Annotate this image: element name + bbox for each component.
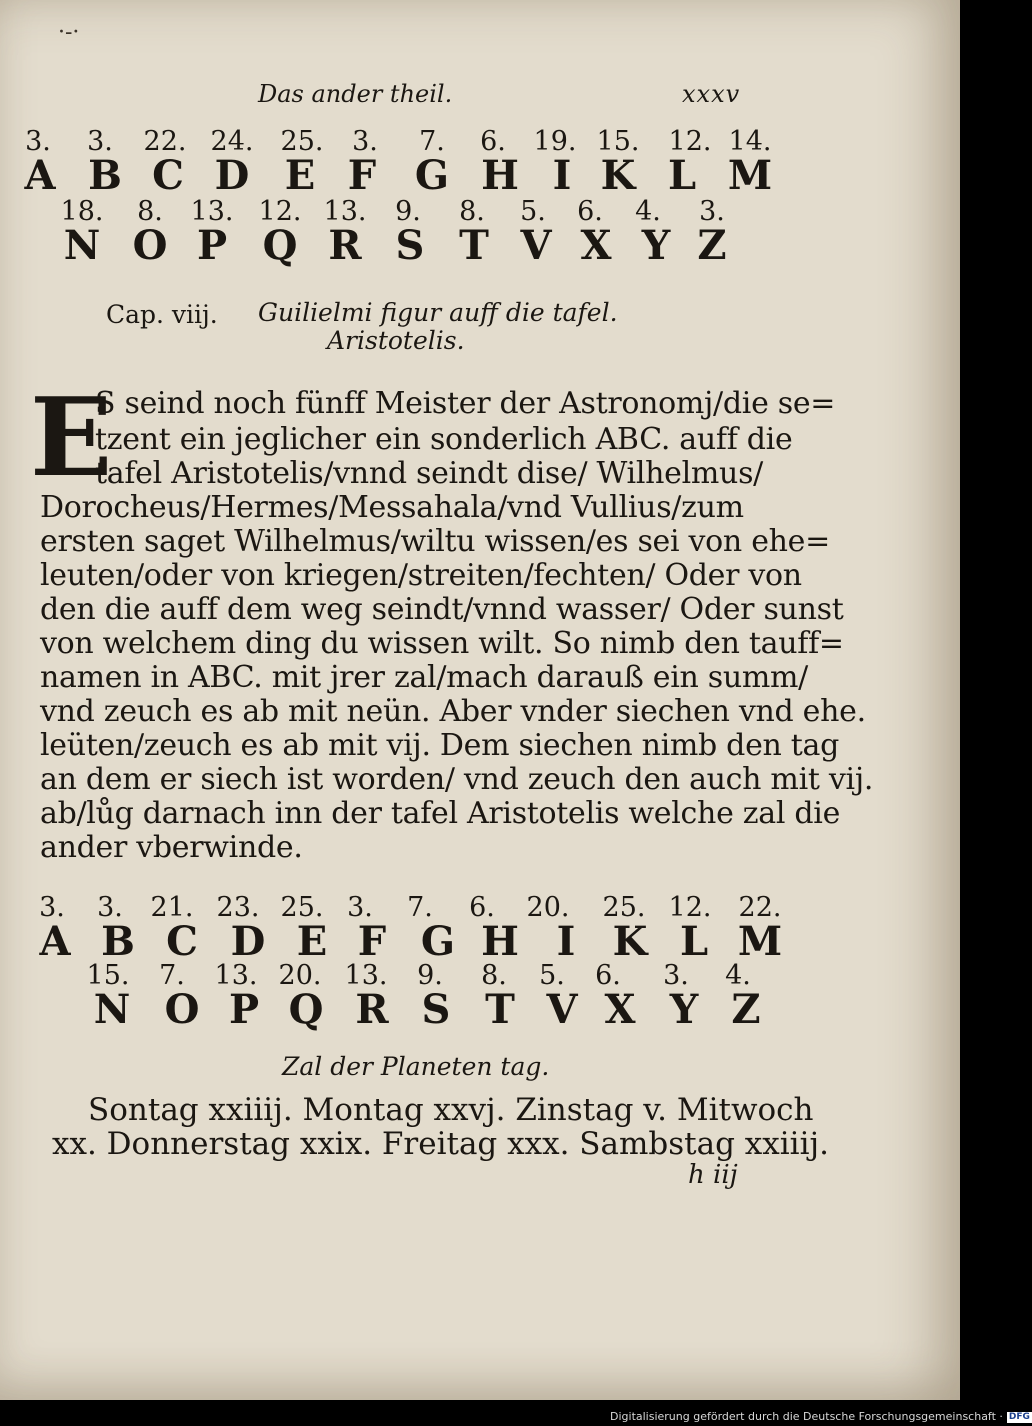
digitization-footer	[610, 1408, 1030, 1426]
table-number: 25.	[280, 892, 324, 923]
table-letter: F	[347, 152, 377, 199]
table-letter: P	[228, 986, 260, 1033]
table-number: 6.	[480, 126, 506, 157]
table-letter: T	[485, 986, 515, 1033]
table-letter: G	[420, 918, 456, 965]
table-number: 8.	[459, 196, 485, 227]
table-letter: B	[101, 918, 135, 965]
table-letter: F	[357, 918, 387, 965]
table-letter: I	[556, 918, 576, 965]
table-letter: H	[481, 918, 519, 965]
table-letter: G	[414, 152, 450, 199]
table-number: 5.	[520, 196, 546, 227]
table-letter: Y	[641, 222, 671, 269]
dfg-logo-icon: DFG	[1008, 1411, 1030, 1422]
table-number: 21.	[150, 892, 194, 923]
table-number: 3.	[97, 892, 123, 923]
table-number: 7.	[419, 126, 445, 157]
table-letter: V	[520, 222, 552, 269]
table-letter: D	[214, 152, 250, 199]
text-line: ander vberwinde.	[40, 830, 303, 865]
text-line: an dem er siech ist worden/ vnd zeuch den auch mit vij.	[40, 762, 874, 797]
planet-days-line: Sontag xxiiij. Montag xxvj. Zinstag v. Mitwoch	[88, 1092, 814, 1128]
table-number: 3.	[352, 126, 378, 157]
table-number: 7.	[407, 892, 433, 923]
text-line: leüten/zeuch es ab mit vij. Dem siechen nimb den tag	[40, 728, 840, 763]
text-line: von welchem ding du wissen wilt. So nimb den tauff=	[40, 626, 844, 661]
text-line: ab/lůg darnach inn der tafel Aristotelis welche zal die	[40, 796, 841, 831]
table-letter: T	[459, 222, 489, 269]
signature-mark: h iij	[688, 1160, 738, 1190]
table-number: 22.	[738, 892, 782, 923]
planet-days-heading: Zal der Planeten tag.	[282, 1052, 550, 1081]
table-number: 22.	[143, 126, 187, 157]
table-letter: L	[679, 918, 709, 965]
table-number: 8.	[137, 196, 163, 227]
table-letter: S	[395, 222, 425, 269]
planet-days-line: xx. Donnerstag xxix. Freitag xxx. Sambstag xxiiij.	[52, 1126, 829, 1162]
text-line: Dorocheus/Hermes/Messahala/vnd Vullius/zum	[40, 490, 744, 525]
table-number: 3.	[347, 892, 373, 923]
table-letter: Q	[262, 222, 298, 269]
table-letter: X	[604, 986, 636, 1033]
table-number: 5.	[539, 960, 565, 991]
table-number: 3.	[699, 196, 725, 227]
table-number: 6.	[469, 892, 495, 923]
table-number: 4.	[635, 196, 661, 227]
table-number: 9.	[395, 196, 421, 227]
table-letter: N	[93, 986, 131, 1033]
table-letter: C	[166, 918, 198, 965]
table-letter: Y	[669, 986, 699, 1033]
table-letter: R	[328, 222, 362, 269]
chapter-title: Guilielmi figur auff die tafel.	[258, 298, 618, 327]
table-number: 3.	[39, 892, 65, 923]
table-letter: I	[552, 152, 572, 199]
text-line: tzent ein jeglicher ein sonderlich ABC. auff die	[95, 422, 793, 457]
table-letter: M	[737, 918, 783, 965]
table-number: 3.	[25, 126, 51, 157]
table-letter: Z	[697, 222, 727, 269]
table-number: 3.	[663, 960, 689, 991]
table1-letters-row2	[0, 222, 960, 282]
table-letter: E	[284, 152, 316, 199]
table-letter: Z	[731, 986, 761, 1033]
drop-capital: E	[30, 375, 113, 501]
chapter-number: Cap. viij.	[106, 300, 218, 329]
table-letter: M	[727, 152, 773, 199]
table-letter: X	[580, 222, 612, 269]
table-letter: N	[63, 222, 101, 269]
table-number: 4.	[725, 960, 751, 991]
table-number: 15.	[86, 960, 130, 991]
table-letter: H	[481, 152, 519, 199]
table-number: 3.	[87, 126, 113, 157]
table-number: 12.	[668, 126, 712, 157]
table-number: 9.	[417, 960, 443, 991]
table-letter: L	[667, 152, 697, 199]
table2-letters-row2	[0, 986, 960, 1046]
text-line: den die auff dem weg seindt/vnnd wasser/ Oder sunst	[40, 592, 844, 627]
table-letter: O	[132, 222, 168, 269]
table-number: 24.	[210, 126, 254, 157]
table-number: 13.	[344, 960, 388, 991]
table-letter: O	[164, 986, 200, 1033]
table-letter: A	[24, 152, 56, 199]
text-line: tafel Aristotelis/vnnd seindt dise/ Wilhelmus/	[95, 456, 763, 491]
table-letter: Q	[288, 986, 324, 1033]
chapter-title-continued: Aristotelis.	[327, 326, 465, 355]
table-letter: V	[546, 986, 578, 1033]
table-number: 7.	[159, 960, 185, 991]
table-number: 8.	[481, 960, 507, 991]
table-letter: R	[355, 986, 389, 1033]
table-letter: K	[600, 152, 636, 199]
text-line: vnd zeuch es ab mit neün. Aber vnder siechen vnd ehe.	[40, 694, 866, 729]
table-number: 20.	[278, 960, 322, 991]
table-number: 14.	[728, 126, 772, 157]
table-number: 25.	[602, 892, 646, 923]
footer-text: Digitalisierung gefördert durch die Deutsche Forschungsgemeinschaft ·	[610, 1410, 1003, 1423]
table-letter: B	[88, 152, 122, 199]
table-number: 13.	[190, 196, 234, 227]
running-header: Das ander theil.	[258, 80, 453, 108]
table-number: 19.	[533, 126, 577, 157]
table-number: 25.	[280, 126, 324, 157]
table-number: 6.	[577, 196, 603, 227]
table-letter: D	[230, 918, 266, 965]
page-mark: ·-·	[58, 20, 80, 45]
table-number: 23.	[216, 892, 260, 923]
table-letter: A	[39, 918, 71, 965]
table-letter: E	[296, 918, 328, 965]
table-number: 15.	[596, 126, 640, 157]
text-line: S seind noch fünff Meister der Astronomj/die se=	[95, 386, 836, 421]
table-letter: K	[612, 918, 648, 965]
table-number: 13.	[323, 196, 367, 227]
table-number: 6.	[595, 960, 621, 991]
table-letter: S	[421, 986, 451, 1033]
table-number: 12.	[258, 196, 302, 227]
text-line: ersten saget Wilhelmus/wiltu wissen/es sei von ehe=	[40, 524, 830, 559]
table-number: 20.	[526, 892, 570, 923]
table-number: 12.	[668, 892, 712, 923]
folio-number: xxxv	[682, 80, 741, 108]
table-number: 18.	[60, 196, 104, 227]
text-line: namen in ABC. mit jrer zal/mach darauß ein summ/	[40, 660, 808, 695]
text-line: leuten/oder von kriegen/streiten/fechten/ Oder von	[40, 558, 802, 593]
table-letter: C	[152, 152, 184, 199]
table-number: 13.	[214, 960, 258, 991]
table-letter: P	[196, 222, 228, 269]
